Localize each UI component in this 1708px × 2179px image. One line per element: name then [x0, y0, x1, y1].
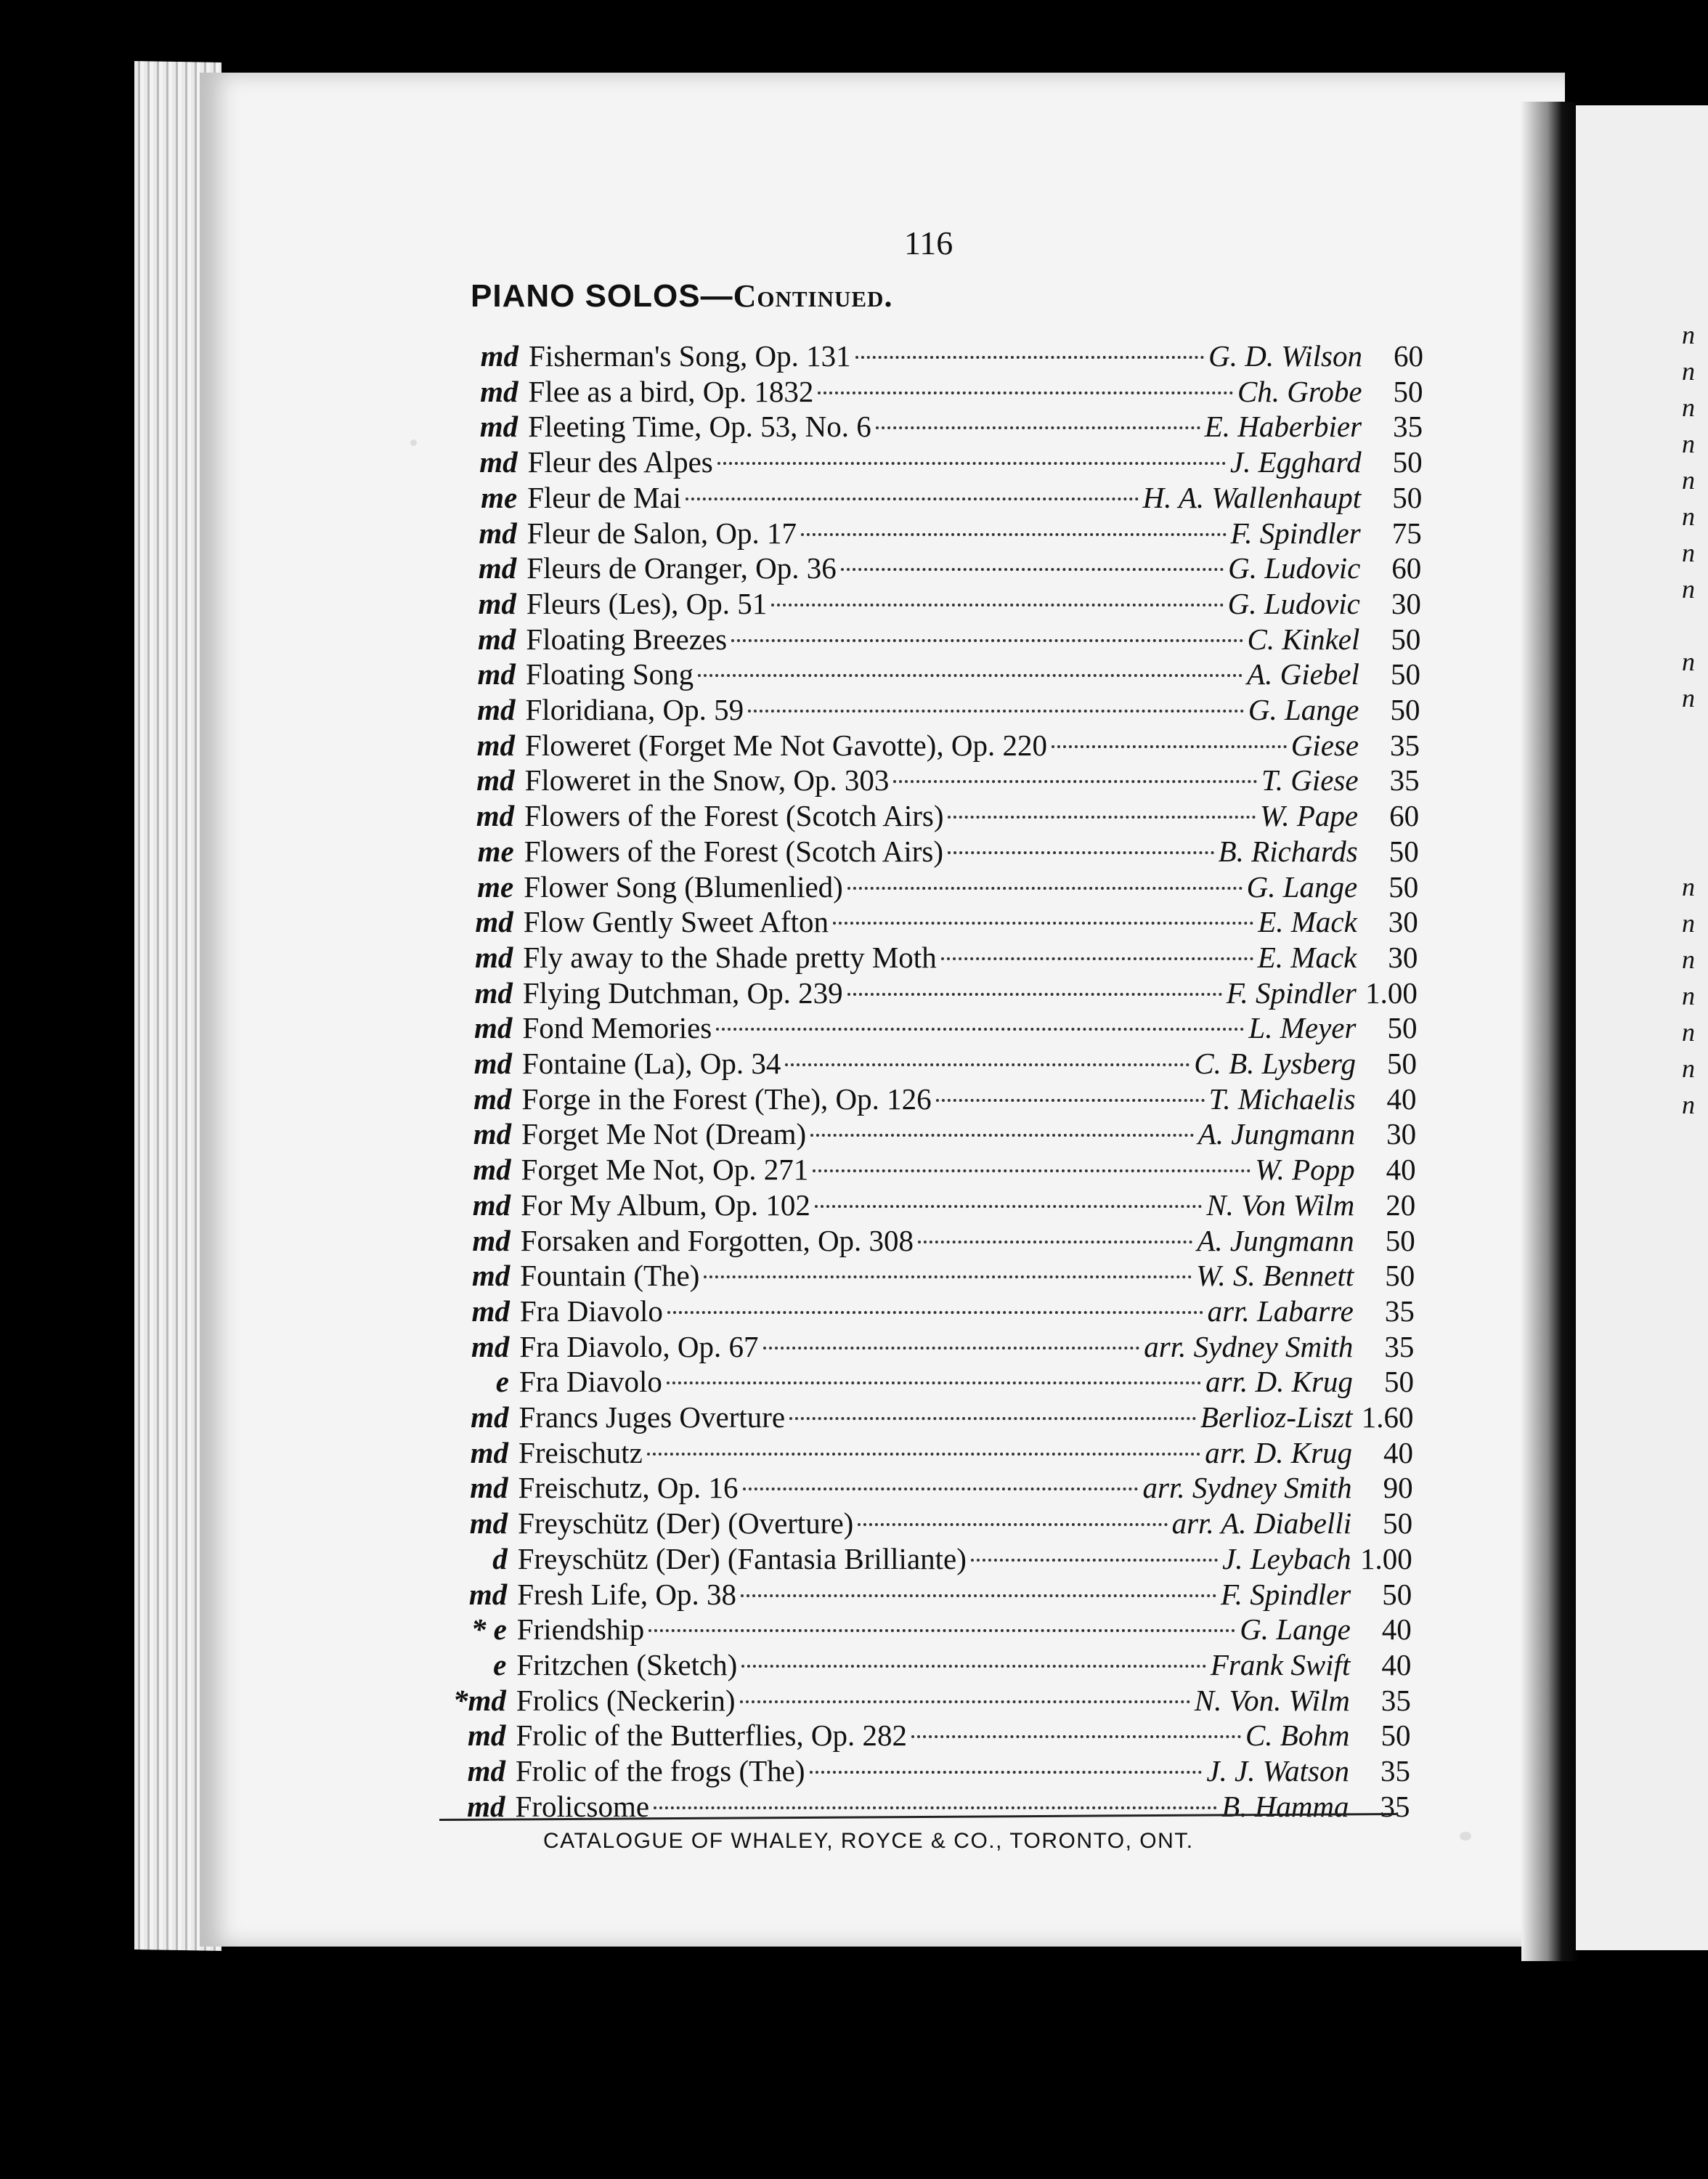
- entry-leader: [654, 1806, 1217, 1809]
- entry-title: Friendship: [516, 1612, 645, 1647]
- entry-composer: A. Jungmann: [1197, 1117, 1356, 1151]
- entry-leader: [698, 674, 1243, 677]
- catalogue-entry: [449, 1294, 1415, 1328]
- entry-grade: md: [479, 516, 517, 550]
- catalogue-entry: [452, 904, 1418, 939]
- entry-grade: md: [474, 940, 513, 974]
- entry-price: 35: [1390, 728, 1420, 762]
- book-gutter: [1521, 102, 1579, 1961]
- entry-title: Frolic of the frogs (The): [516, 1754, 805, 1788]
- entry-title: Freyschütz (Der) (Fantasia Brilliante): [517, 1541, 967, 1575]
- entry-price: 30: [1386, 1117, 1417, 1151]
- entry-title: Floating Song: [525, 657, 694, 691]
- entry-leader: [740, 1700, 1190, 1703]
- catalogue-entry: [451, 1082, 1417, 1116]
- entry-composer: J. J. Watson: [1206, 1754, 1349, 1788]
- entry-price: 50: [1380, 1719, 1411, 1753]
- entry-composer: W. S. Bennett: [1196, 1259, 1354, 1293]
- entry-price: 50: [1388, 834, 1419, 868]
- entry-title: Freyschütz (Der) (Overture): [518, 1506, 854, 1541]
- entry-grade: md: [472, 1223, 511, 1257]
- entry-composer: F. Spindler: [1226, 975, 1357, 1010]
- entry-price: 40: [1386, 1153, 1416, 1187]
- entry-composer: G. Lange: [1248, 693, 1359, 726]
- catalogue-entry: [452, 975, 1418, 1010]
- facing-page-fragment: n: [1682, 981, 1695, 1010]
- facing-page-fragment: n: [1682, 909, 1695, 938]
- entry-leader: [704, 1275, 1192, 1278]
- entry-grade: md: [468, 1577, 508, 1611]
- entry-composer: A. Jungmann: [1197, 1223, 1354, 1257]
- facing-page-fragment: n: [1682, 872, 1695, 901]
- catalogue-entry: [444, 1718, 1410, 1753]
- entry-price: 50: [1387, 1011, 1418, 1045]
- catalogue-entry: [445, 1683, 1411, 1718]
- catalogue-entry: [451, 1046, 1417, 1081]
- entry-title: Fleur des Alpes: [527, 445, 713, 479]
- entry-price: 40: [1386, 1082, 1417, 1116]
- entry-leader: [741, 1594, 1216, 1597]
- entry-composer: E. Mack: [1258, 905, 1357, 939]
- entry-composer: G. D. Wilson: [1208, 339, 1362, 373]
- catalogue-entry: [446, 1577, 1412, 1612]
- entry-title: Flee as a bird, Op. 1832: [528, 374, 814, 408]
- entry-grade: md: [477, 622, 516, 656]
- entry-price: 50: [1390, 657, 1420, 691]
- entry-title: Frolics (Neckerin): [516, 1683, 736, 1717]
- entry-leader: [686, 498, 1139, 500]
- entry-composer: C. Kinkel: [1247, 622, 1360, 656]
- entry-grade: md: [470, 1435, 509, 1469]
- entry-price: 35: [1389, 763, 1420, 798]
- entry-title: Fleur de Mai: [527, 480, 681, 514]
- entry-composer: L. Meyer: [1248, 1011, 1357, 1045]
- facing-page-fragment: n: [1682, 1018, 1695, 1047]
- facing-page-fragment: n: [1682, 393, 1695, 422]
- entry-price: 40: [1381, 1612, 1412, 1647]
- facing-page-fragment: n: [1682, 1054, 1695, 1083]
- entry-composer: W. Pape: [1260, 799, 1359, 833]
- entry-grade: md: [480, 339, 518, 373]
- entry-leader: [717, 462, 1226, 465]
- entry-grade: md: [479, 445, 518, 479]
- catalogue-entry: [448, 1400, 1414, 1435]
- catalogue-entry: [456, 516, 1422, 551]
- entry-leader: [810, 1771, 1203, 1774]
- entry-leader: [936, 1099, 1205, 1102]
- entry-composer: G. Ludovic: [1228, 551, 1361, 585]
- catalogue-entry: [450, 1152, 1416, 1187]
- catalogue-entry: [445, 1647, 1411, 1682]
- catalogue-entry: [448, 1364, 1414, 1399]
- entry-leader: [741, 1665, 1206, 1668]
- entry-leader: [893, 780, 1257, 783]
- entry-price: 35: [1380, 1789, 1410, 1823]
- entry-price: 60: [1394, 339, 1423, 373]
- entry-price: 35: [1380, 1683, 1411, 1717]
- entry-title: Forget Me Not, Op. 271: [521, 1153, 809, 1187]
- entry-composer: arr. Sydney Smith: [1142, 1471, 1352, 1505]
- entry-leader: [813, 1169, 1250, 1172]
- entry-leader: [647, 1453, 1200, 1456]
- facing-page-fragment: n: [1682, 1090, 1695, 1119]
- entry-composer: G. Lange: [1246, 869, 1358, 904]
- section-title: PIANO SOLOS—: [471, 278, 733, 314]
- entry-grade: me: [477, 834, 514, 868]
- page-speck: [410, 439, 417, 446]
- entry-grade: md: [471, 1259, 511, 1293]
- entry-leader: [763, 1347, 1140, 1350]
- entry-title: Fleur de Salon, Op. 17: [526, 516, 797, 550]
- entry-composer: N. Von Wilm: [1206, 1188, 1355, 1222]
- entry-price: 40: [1383, 1435, 1414, 1469]
- entry-grade: md: [476, 799, 515, 833]
- entry-leader: [941, 957, 1253, 960]
- entry-grade: md: [471, 1294, 510, 1328]
- entry-composer: T. Michaelis: [1208, 1082, 1356, 1116]
- facing-page-fragment: n: [1682, 945, 1695, 974]
- entry-composer: E. Mack: [1257, 940, 1357, 974]
- entry-grade: md: [473, 1082, 512, 1116]
- section-heading: [471, 277, 892, 315]
- catalogue-entry: [455, 622, 1420, 657]
- entry-grade: me: [477, 869, 514, 904]
- entry-leader: [858, 1523, 1167, 1526]
- entry-grade: md: [478, 551, 517, 585]
- entry-title: Fond Memories: [522, 1011, 712, 1045]
- entry-title: Frolic of the Butterflies, Op. 282: [516, 1719, 908, 1753]
- entry-composer: H. A. Wallenhaupt: [1142, 480, 1362, 514]
- catalogue-entry: [449, 1258, 1415, 1293]
- catalogue-entry: [455, 692, 1420, 727]
- entry-title: Fontaine (La), Op. 34: [522, 1047, 781, 1080]
- entry-composer: T. Giese: [1261, 763, 1359, 798]
- entry-leader: [948, 851, 1214, 854]
- catalogue-entry: [447, 1435, 1413, 1470]
- footer-catalogue-text: CATALOGUE OF WHALEY, ROYCE & CO., TORONTO, ONT.: [543, 1829, 1194, 1853]
- catalogue-entry: [456, 480, 1422, 515]
- page-number: 116: [904, 224, 953, 261]
- catalogue-entry: [458, 374, 1423, 409]
- entry-title: Floridiana, Op. 59: [525, 693, 744, 726]
- catalogue-entry: [451, 1010, 1417, 1045]
- entry-grade: md: [471, 1329, 510, 1363]
- entry-price: 50: [1392, 480, 1423, 514]
- entry-composer: N. Von. Wilm: [1194, 1683, 1350, 1717]
- section-continued: Continued.: [733, 278, 893, 314]
- entry-composer: C. B. Lysberg: [1194, 1047, 1356, 1080]
- entry-composer: F. Spindler: [1221, 1577, 1351, 1611]
- entry-composer: Giese: [1290, 728, 1359, 762]
- entry-title: For My Album, Op. 102: [521, 1188, 810, 1222]
- entry-leader: [841, 568, 1224, 571]
- entry-title: Fra Diavolo: [519, 1294, 663, 1328]
- entry-price: 1.60: [1361, 1400, 1414, 1434]
- catalogue-entry: [455, 551, 1421, 585]
- entry-price: 1.00: [1365, 975, 1418, 1010]
- entry-title: Fleeting Time, Op. 53, No. 6: [528, 410, 871, 444]
- right-page-fragments: [1682, 320, 1708, 1918]
- entry-leader: [815, 1205, 1202, 1208]
- catalogue-entry: [448, 1329, 1414, 1364]
- entry-title: Fountain (The): [520, 1259, 700, 1293]
- entry-composer: A. Giebel: [1247, 657, 1359, 691]
- facing-page-fragment: n: [1682, 357, 1695, 386]
- facing-page-fragment: n: [1682, 647, 1695, 676]
- entry-composer: J. Leybach: [1222, 1541, 1351, 1575]
- entry-price: 50: [1383, 1365, 1414, 1399]
- entry-leader: [785, 1063, 1190, 1066]
- entry-composer: Ch. Grobe: [1237, 374, 1362, 408]
- entry-composer: B. Hamma: [1221, 1789, 1349, 1823]
- entry-title: Fra Diavolo: [518, 1365, 662, 1399]
- entry-price: 50: [1387, 1047, 1417, 1080]
- entry-leader: [667, 1381, 1201, 1384]
- page-speck: [1460, 1832, 1471, 1841]
- entry-composer: B. Richards: [1218, 834, 1358, 868]
- entry-composer: arr. Labarre: [1207, 1294, 1354, 1328]
- entry-grade: md: [478, 586, 516, 620]
- entry-grade: md: [475, 905, 513, 939]
- catalogue-entry: [457, 445, 1423, 479]
- entry-leader: [971, 1559, 1218, 1562]
- entry-grade: md: [473, 1153, 511, 1187]
- entry-title: Floating Breezes: [526, 622, 728, 656]
- entry-composer: Berlioz-Liszt: [1200, 1400, 1353, 1434]
- catalogue-entry: [455, 586, 1421, 621]
- catalogue-entry: [457, 409, 1423, 444]
- entry-price: 35: [1380, 1754, 1410, 1788]
- entry-leader: [1052, 745, 1287, 748]
- catalogue-entry: [446, 1612, 1412, 1647]
- entry-grade: md: [476, 728, 516, 762]
- entry-price: 30: [1388, 905, 1418, 939]
- entry-title: Flowers of the Forest (Scotch Airs): [524, 799, 944, 833]
- catalogue-entry: [450, 1188, 1415, 1222]
- entry-leader: [876, 426, 1200, 429]
- catalogue-entry: [447, 1470, 1413, 1505]
- entry-grade: md: [471, 1400, 509, 1434]
- entry-leader: [743, 1488, 1139, 1490]
- facing-page-fragment: n: [1682, 502, 1695, 531]
- entry-leader: [667, 1311, 1203, 1314]
- entry-leader: [801, 533, 1227, 536]
- entry-title: Flowers of the Forest (Scotch Airs): [524, 834, 944, 868]
- entry-price: 30: [1391, 586, 1421, 620]
- entry-composer: G. Ludovic: [1227, 586, 1360, 620]
- entry-leader: [648, 1629, 1235, 1632]
- entry-grade: md: [480, 374, 518, 408]
- entry-title: Flower Song (Blumenlied): [524, 869, 843, 904]
- entry-leader: [948, 816, 1256, 819]
- entry-grade: md: [474, 975, 513, 1010]
- entry-price: 60: [1391, 551, 1422, 585]
- entry-title: Fresh Life, Op. 38: [517, 1577, 737, 1611]
- facing-page-fragment: n: [1682, 320, 1695, 349]
- facing-page-fragment: n: [1682, 683, 1695, 713]
- entry-grade: md: [473, 1047, 512, 1080]
- entry-grade: md: [476, 763, 515, 798]
- entry-grade: md: [472, 1188, 511, 1222]
- entry-grade: * e: [471, 1612, 507, 1647]
- entry-leader: [833, 922, 1253, 925]
- entry-grade: md: [473, 1117, 512, 1151]
- entry-leader: [918, 1241, 1192, 1243]
- facing-page-fragment: n: [1682, 575, 1695, 604]
- entry-price: 35: [1384, 1329, 1415, 1363]
- entry-composer: F. Spindler: [1230, 516, 1361, 550]
- entry-price: 50: [1393, 374, 1423, 408]
- entry-title: Fra Diavolo, Op. 67: [519, 1329, 759, 1363]
- entry-title: Forsaken and Forgotten, Op. 308: [520, 1223, 914, 1257]
- entry-title: Fleurs (Les), Op. 51: [526, 586, 768, 620]
- entry-title: Flow Gently Sweet Afton: [523, 905, 829, 939]
- entry-grade: md: [477, 657, 516, 691]
- entry-title: Floweret (Forget Me Not Gavotte), Op. 220: [525, 728, 1047, 762]
- entry-price: 50: [1385, 1259, 1415, 1293]
- entry-leader: [818, 391, 1233, 394]
- entry-grade: md: [479, 410, 518, 444]
- entry-composer: W. Popp: [1255, 1153, 1355, 1187]
- entry-leader: [731, 639, 1243, 642]
- catalogue-entry: [452, 869, 1418, 904]
- entry-grade: md: [467, 1754, 505, 1788]
- entry-price: 60: [1389, 799, 1420, 833]
- entry-leader: [748, 710, 1244, 713]
- entry-title: Fly away to the Shade pretty Moth: [523, 940, 937, 974]
- entry-price: 50: [1383, 1506, 1413, 1541]
- entry-price: 1.00: [1359, 1541, 1412, 1575]
- entry-leader: [716, 1028, 1244, 1031]
- catalogue-entry: [453, 798, 1419, 833]
- entry-price: 40: [1381, 1647, 1412, 1681]
- entry-price: 35: [1393, 410, 1423, 444]
- entry-leader: [789, 1417, 1196, 1420]
- entry-grade: me: [481, 480, 518, 514]
- entry-title: Fisherman's Song, Op. 131: [529, 339, 851, 373]
- entry-composer: arr. D. Krug: [1205, 1365, 1353, 1399]
- entry-price: 50: [1385, 1223, 1415, 1257]
- catalogue-entry: [455, 657, 1420, 691]
- entry-leader: [810, 1134, 1194, 1137]
- catalogue-entry: [454, 763, 1420, 798]
- entry-grade: md: [468, 1719, 506, 1753]
- entry-title: Frolicsome: [515, 1789, 650, 1823]
- entry-grade: e: [493, 1647, 507, 1681]
- facing-page-fragment: n: [1682, 429, 1695, 458]
- entry-composer: arr. A. Diabelli: [1171, 1506, 1352, 1541]
- entry-price: 50: [1392, 445, 1423, 479]
- catalogue-entry: [444, 1753, 1410, 1788]
- entry-composer: E. Haberbier: [1204, 410, 1362, 444]
- entry-grade: e: [495, 1365, 509, 1399]
- catalogue-entry: [454, 728, 1420, 763]
- entry-title: Freischutz: [518, 1435, 643, 1469]
- entry-title: Fleurs de Oranger, Op. 36: [526, 551, 837, 585]
- catalogue-entry: [453, 834, 1419, 869]
- entry-grade: md: [467, 1789, 505, 1823]
- entry-price: 50: [1388, 869, 1419, 904]
- entry-grade: md: [470, 1471, 508, 1505]
- entry-title: Flying Dutchman, Op. 239: [522, 975, 843, 1010]
- catalogue-entry: [447, 1541, 1412, 1576]
- entry-composer: C. Bohm: [1245, 1719, 1350, 1753]
- entry-grade: *md: [452, 1683, 506, 1717]
- entry-grade: md: [474, 1011, 513, 1045]
- entry-composer: arr. Sydney Smith: [1144, 1329, 1354, 1363]
- entry-leader: [847, 993, 1222, 996]
- entry-composer: Frank Swift: [1210, 1647, 1351, 1681]
- entry-title: Forge in the Forest (The), Op. 126: [521, 1082, 932, 1116]
- entry-price: 20: [1386, 1188, 1416, 1222]
- catalogue-entry: [450, 1116, 1416, 1151]
- entry-price: 35: [1384, 1294, 1415, 1328]
- entry-price: 75: [1391, 516, 1422, 550]
- catalogue-entry: [458, 338, 1423, 373]
- entry-leader: [911, 1735, 1241, 1738]
- entry-price: 50: [1382, 1577, 1412, 1611]
- entry-price: 50: [1390, 693, 1420, 726]
- entry-leader: [847, 887, 1243, 890]
- entry-title: Fritzchen (Sketch): [516, 1647, 738, 1681]
- entry-title: Forget Me Not (Dream): [521, 1117, 807, 1151]
- catalogue-entry: [447, 1506, 1412, 1541]
- entry-leader: [855, 356, 1205, 359]
- entry-title: Floweret in the Snow, Op. 303: [524, 763, 890, 798]
- catalogue-entry: [452, 940, 1418, 975]
- entry-grade: d: [492, 1541, 508, 1575]
- entry-grade: md: [477, 693, 516, 726]
- entry-composer: G. Lange: [1240, 1612, 1351, 1647]
- entry-composer: arr. D. Krug: [1205, 1435, 1353, 1469]
- entry-price: 90: [1383, 1471, 1413, 1505]
- entry-grade: md: [469, 1506, 508, 1541]
- entry-composer: J. Egghard: [1229, 445, 1362, 479]
- facing-page-fragment: n: [1682, 538, 1695, 567]
- entry-title: Francs Juges Overture: [518, 1400, 786, 1434]
- entry-leader: [771, 604, 1223, 606]
- entry-title: Freischutz, Op. 16: [518, 1471, 739, 1505]
- facing-page-fragment: n: [1682, 466, 1695, 495]
- entry-price: 30: [1388, 940, 1418, 974]
- entry-price: 50: [1391, 622, 1421, 656]
- catalogue-entry: [450, 1223, 1415, 1258]
